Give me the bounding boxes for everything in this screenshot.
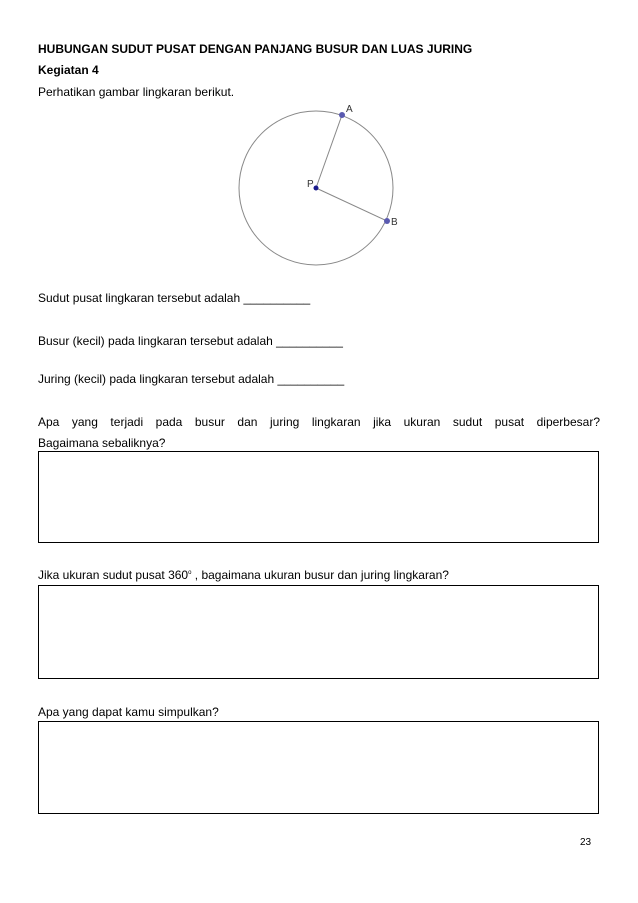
point-a [339, 112, 345, 118]
activity-label: Kegiatan 4 [38, 63, 99, 77]
question-4-line-2: Bagaimana sebaliknya? [38, 436, 166, 450]
page-title: HUBUNGAN SUDUT PUSAT DENGAN PANJANG BUSUR DAN LUAS JURING [38, 42, 473, 56]
answer-box-2[interactable] [38, 585, 599, 679]
label-b: B [391, 217, 398, 228]
question-5 [38, 568, 449, 582]
radius-pa [316, 115, 342, 188]
circle-figure [230, 98, 420, 273]
radius-pb [316, 188, 387, 221]
question-5-text-after: , bagaimana ukuran busur dan juring lingkaran? [191, 568, 449, 582]
question-6: Apa yang dapat kamu simpulkan? [38, 705, 219, 719]
page-number: 23 [580, 837, 592, 848]
label-a: A [346, 104, 353, 115]
question-5-text-before: Jika ukuran sudut pusat 360 [38, 568, 189, 582]
label-p: P [307, 179, 314, 190]
question-3: Juring (kecil) pada lingkaran tersebut adalah __________ [38, 372, 345, 386]
degree-symbol: o [188, 570, 192, 576]
instruction-text: Perhatikan gambar lingkaran berikut. [38, 85, 235, 99]
point-p [314, 186, 319, 191]
question-2: Busur (kecil) pada lingkaran tersebut adalah __________ [38, 334, 343, 348]
answer-box-1[interactable] [38, 451, 599, 543]
point-b [384, 218, 390, 224]
question-4-line-1: Apa yang terjadi pada busur dan juring lingkaran jika ukuran sudut pusat diperbesar? [38, 415, 600, 429]
question-1: Sudut pusat lingkaran tersebut adalah __________ [38, 291, 311, 305]
answer-box-3[interactable] [38, 721, 599, 814]
